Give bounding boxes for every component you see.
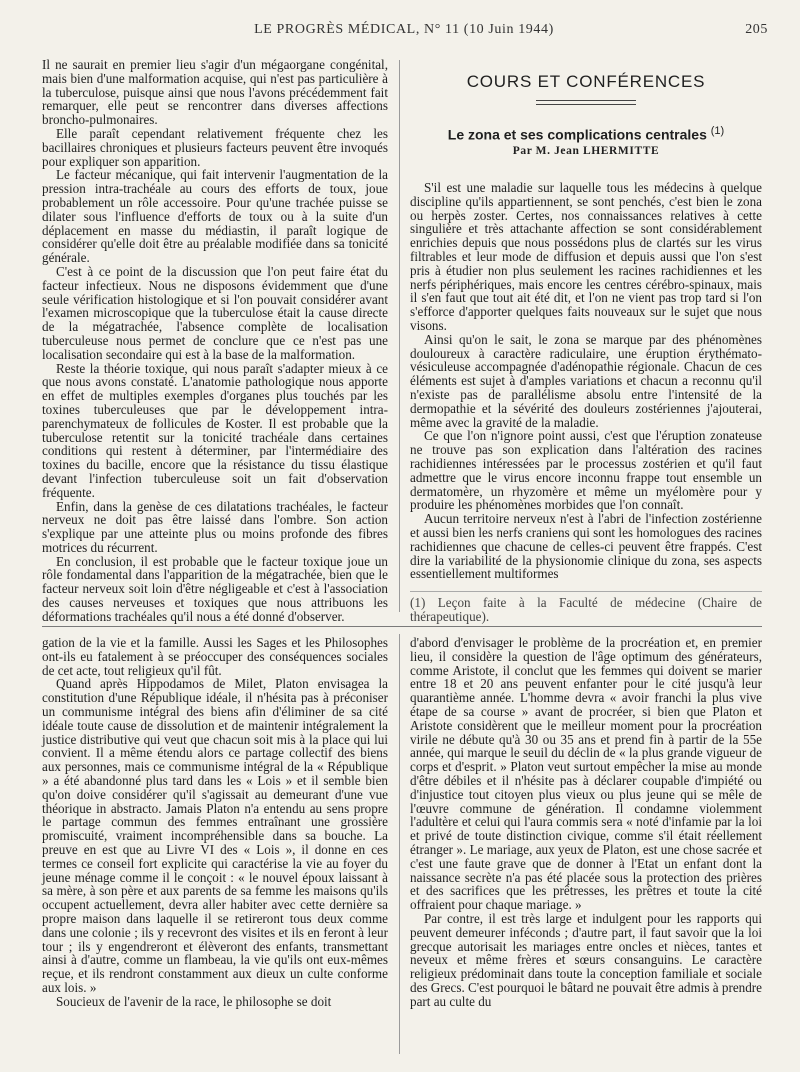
column-bottom-right: [410, 636, 762, 1056]
heading-rule: [536, 100, 636, 101]
article-title: [410, 125, 762, 143]
paragraph: S'il est une maladie sur laquelle tous les médecins à quelque discipline qu'ils appartiennent, se sont penchés, c'est bien le zona ou herpès zoster. Certes, nos connaissances relatives à cette singulière et très attachante affection se sont considérablement enrichies depuis que nous possédons plus de clartés sur les virus filtrables et leur mode de diffusion et depuis aussi que l'on s'est pris à étudier non plus seulement les racines rachidiennes et les nerfs périphériques, mais encore les centres cérébro-spinaux, mais il s'en faut que tout ait été dit, et l'on ne vient pas trop tard si l'on s'efforce d'apporter quelques faits nouveaux sur le sujet que nous visons.: [410, 180, 762, 333]
article-byline: Par M. Jean LHERMITTE: [512, 145, 660, 157]
paragraph: Quand après Hippodamos de Milet, Platon envisagea la constitution d'une République idéale, il n'hésita pas à préconiser un communisme intégral des biens afin d'éliminer de sa cité idéale toute cause de dissolution et de maintenir intégralement la justice distributive qui veut que chacun soit mis à la place qui lui convient. Il a même étendu alors ce partage collectif des biens aux personnes, mais ce communisme intégral de la « République » a été abandonné plus tard dans les « Lois » et il semble bien qu'on doive considérer qu'il s'agissait au demeurant d'une vue théorique in abstracto. Jamais Platon n'a entendu au sens propre le partage commun des femmes entraînant une grossière promiscuité, vraiment incompréhensible dans sa bouche. La preuve en est que au Livre VI des « Lois », il donne en ces termes ce conseil fort explicite qui caractérise la vie au foyer du jeune ménage comme il le conçoit : « le nouvel époux laissant à sa mère, à son père et aux parents de sa femme les maisons qu'ils occupent actuellement, devra aller habiter avec cette dernière sa propre maison dans laquelle il se retireront tous deux comme dans une colonie ; ils y recevront des visites et ils en feront à leur tour ; ils y engendreront et élèveront des enfants, transmettant ainsi à d'autre, comme un flambeau, la vie qu'ils ont eux-mêmes reçue, et ils rendront constamment aux dieux un culte conforme aux lois. »: [42, 676, 388, 995]
heading-rule: [536, 104, 636, 105]
paragraph: C'est à ce point de la discussion que l'on peut faire état du facteur infectieux. Nous ne disposons évidemment que d'une seule vérification histologique et si l'on pouvait considérer avant l'examen microscopique que la tuberculose était la cause directe de la mégatrachée, l'absence complète de localisation tuberculeuse nous permet de conclure que ce n'est pas une localisation secondaire qui est à la base de la malformation.: [42, 263, 388, 362]
paragraph: d'abord d'envisager le problème de la procréation et, en premier lieu, il considère la question de l'âge optimum des générateurs, comme Aristote, il conclut que les femmes qui doivent se marier entre 18 et 20 ans peuvent enfanter pour le cité jusqu'à leur quarantième année. L'homme devra « avoir franchi la plus vive étape de sa course » avant de procréer, si bien que Platon et Aristote considèrent que le meilleur moment pour la procréation virile ne débute qu'à 30 ou 35 ans et prend fin à partir de la 55e année, qui marque le seuil du déclin de « la plus grande vigueur de corps et d'esprit. » Platon veut surtout empêcher la mise au monde d'être débiles et il n'hésite pas à déclarer coupable d'impiété ou d'injustice tout citoyen plus vieux ou plus jeune qui se mêle de l'œuvre commune de génération. Il condamne violemment l'adultère et celui qui l'aura commis sera « noté d'infamie par la loi et privé de toute distinction civique, comme s'il était réellement étranger ». Le mariage, aux yeux de Platon, est une chose sacrée et c'est une faute grave que de donner à l'Etat un enfant dont la naissance secrète n'a pas été placée sous la protection des prières et des sacrifices que les prêtresses, les prêtres et toute la cité offraient pour chaque mariage. »: [410, 635, 762, 913]
footnote-rule: [410, 591, 762, 592]
column-divider-top: [399, 60, 400, 612]
footnote: (1) Leçon faite à la Faculté de médecine (Chaire de thérapeutique).: [410, 595, 762, 624]
paragraph: Par contre, il est très large et indulgent pour les rapports qui peuvent demeurer inféconds ; d'autre part, il faut savoir que la loi grecque autorisait les mariages entre oncles et nièces, tantes et neveux et même frères et sœurs consanguins. Le caractère religieux prédominait dans toute la conception familiale et sociale des Grecs. C'est pourquoi le bâtard ne pouvait être admis à prendre part au culte du: [410, 910, 762, 1009]
paragraph: Elle paraît cependant relativement fréquente chez les bacillaires chroniques et plusieurs facteurs peuvent être invoqués pour expliquer son apparition.: [42, 125, 388, 169]
paragraph: gation de la vie et la famille. Aussi les Sages et les Philosophes ont-ils eu fatalement à se préoccuper des conséquences sociales de cet acte, tout religieux qu'il fût.: [42, 635, 388, 678]
column-bottom-left: [42, 636, 388, 1056]
column-top-right: [410, 58, 762, 623]
running-head: [40, 22, 768, 42]
footnote-marker: (1): [710, 125, 725, 137]
paragraph: Ainsi qu'on le sait, le zona se marque par des phénomènes douloureux à caractère radiculaire, une éruption érythémato-vésiculeuse accompagnée d'adénopathie régionale. Chacun de ces éléments est sujet à d'amples variations et chacun a reconnu qu'il n'existe pas de parallélisme absolu entre l'intensité de la dermopathie et la sévérité des douleurs zostériennes j'ajouterai, même avec la gravité de la maladie.: [410, 331, 762, 430]
paragraph: Reste la théorie toxique, qui nous paraît s'adapter mieux à ce que nous avons constaté. L'anatomie pathologique nous apporte en effet de multiples exemples d'organes plus touchés par les toxines tuberculeuses que par le développement intra-parenchymateux de follicules de Koster. Il est probable que la tuberculose retentit sur la tonicité trachéale dans certaines conditions qui restent à déterminer, par l'intermédiaire des toxines du bacille, encore que la résistance du tissu élastique devant l'infection tuberculeuse soit un fait d'observation fréquente.: [42, 360, 388, 500]
paragraph: Ce que l'on n'ignore point aussi, c'est que l'éruption zonateuse ne trouve pas son explication dans l'altération des racines rachidiennes intéressées par le processus zostérien et qu'il faut admettre que le virus encore inconnu frappe tout ensemble un dermatomère, un rhyzomère et même un myélomère pour y produire les phénomènes morbides que l'on connaît.: [410, 428, 762, 513]
column-top-left: [42, 57, 388, 624]
article-title-text: Le zona et ses complications centrales: [447, 126, 707, 143]
section-divider: [42, 626, 762, 627]
paragraph: En conclusion, il est probable que le facteur toxique joue un rôle fondamental dans l'apparition de la mégatrachée, bien que le facteur nerveux soit loin d'être négligeable et c'est à l'association des causes nerveuses et toxiques que nous attribuons les déformations trachéales qu'il nous a été donné d'observer.: [42, 553, 388, 624]
page-number: 205: [745, 22, 768, 37]
section-heading: COURS ET CONFÉRENCES: [466, 72, 706, 91]
journal-title: LE PROGRÈS MÉDICAL, N° 11 (10 Juin 1944): [254, 22, 554, 37]
paragraph: Il ne saurait en premier lieu s'agir d'un mégaorgane congénital, mais bien d'une malformation acquise, qui n'est pas particulière à la tuberculose, puisque ainsi que nous l'avons précédemment fait remarquer, elle peut se rencontrer dans diverses affections broncho-pulmonaires.: [42, 57, 388, 128]
paragraph: Aucun territoire nerveux n'est à l'abri de l'infection zostérienne et aussi bien les nerfs craniens qui sont les homologues des racines rachidiennes que chacune de celles-ci peuvent être frappés. C'est dire la variabilité de la physionomie clinique du zona, ses aspects essentiellement multiformes: [410, 511, 762, 582]
paragraph: Soucieux de l'avenir de la race, le philosophe se doit: [56, 993, 332, 1009]
paragraph: Enfin, dans la genèse de ces dilatations trachéales, le facteur nerveux ne doit pas être laissé dans l'ombre. Son action s'explique par une atteinte plus ou moins profonde des fibres motrices du récurrent.: [42, 498, 388, 555]
paragraph: Le facteur mécanique, qui fait intervenir l'augmentation de la pression intra-trachéale au cours des efforts de toux, joue probablement un rôle accessoire. Pour qu'une trachée puisse se dilater sous l'influence d'efforts de toux ou à la suite d'un déplacement en masse du médiastin, il paraît logique de considérer qu'elle doit être au préalable modifiée dans sa tonicité générale.: [42, 167, 388, 266]
column-divider-bottom: [399, 634, 400, 1054]
